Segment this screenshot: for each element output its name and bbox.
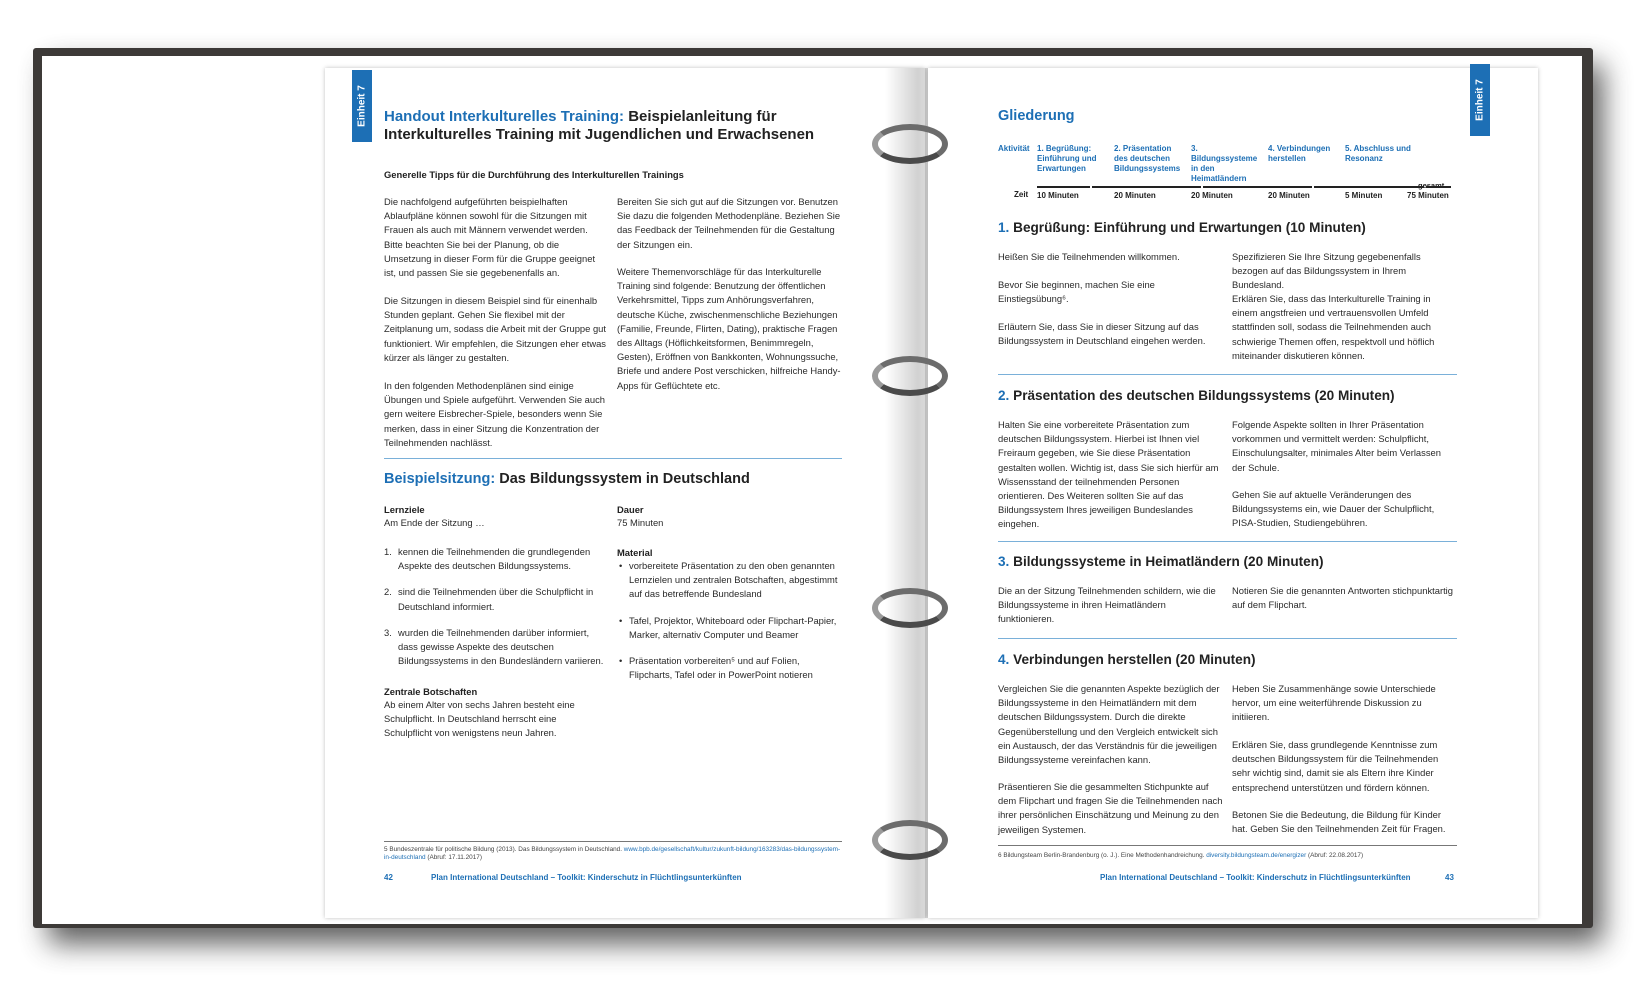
botschaften-label: Zentrale Botschaften — [384, 686, 478, 697]
list-item: • Tafel, Projektor, Whiteboard oder Flipchart-Papier, Marker, alternativ Computer und Beamer — [629, 614, 844, 642]
section-1-right-p2: Erklären Sie, dass das Interkulturelle Training in einem angstfreien und vertrauensvollen Umfeld stattfinden soll, sodass die Teilnehmenden auch schwierige Themen offen, respektvoll und höflich miteinander diskutieren können. — [1232, 293, 1435, 361]
tips-heading: Generelle Tipps für die Durchführung des Interkulturellen Trainings — [384, 169, 684, 180]
section-2-left-p1: Halten Sie eine vorbereitete Präsentation zum deutschen Bildungssystem. Hierbei ist Ihnen viel Freiraum gegeben, wie Sie diese Präsentation gestalten wollen. Wichtig ist, dass Sie sich hierfür am Wissensstand der teilnehmenden Personen orientieren. Des Weiteren sollten Sie auf das Bildungssystem Ihres jeweiligen Bundeslandes eingehen. — [998, 419, 1219, 530]
tips-col1-p2: Die Sitzungen in diesem Beispiel sind für einenhalb Stunden geplant. Gehen Sie flexibel mit der Zeitplanung um, sodass die Arbeit mit der Gruppe gut funktioniert. Wir empfehlen, die Sitzungen eher etwas kürzer als länger zu gestalten. — [384, 295, 606, 363]
lernziele-list — [384, 545, 606, 680]
section-3-right-p1: Notieren Sie die genannten Antworten stichpunktartig auf dem Flipchart. — [1232, 585, 1453, 611]
section-divider — [998, 638, 1457, 639]
dauer-label: Dauer — [617, 504, 644, 515]
list-item: 2. sind die Teilnehmenden über die Schulpflicht in Deutschland informiert. — [384, 586, 594, 612]
footer-left: Plan International Deutschland – Toolkit: Kinderschutz in Flüchtlingsunterkünften — [431, 873, 742, 882]
binder-ring-3 — [872, 588, 948, 628]
page-number-left: 42 — [384, 873, 393, 882]
timeline-step-time-2: 20 Minuten — [1114, 191, 1156, 200]
title-black: Beispielanleitung für Interkulturelles Training mit Jugendlichen und Erwachsenen — [384, 108, 815, 143]
section-4-left-p2: Präsentieren Sie die gesammelten Stichpunkte auf dem Flipchart und fragen Sie die Teilnehmenden nach ihrer persönlichen Einschätzung und Meinung zu den jeweiligen Systemen. — [998, 781, 1223, 835]
list-item: • vorbereitete Präsentation zu den oben genannten Lernzielen und zentralen Botschaften, abgestimmt auf das betreffende Bundesland — [629, 559, 844, 602]
list-item: 3. wurden die Teilnehmenden darüber informiert, dass gewisse Aspekte des deutschen Bildungssystems in den Bundesländern variieren. — [384, 626, 604, 667]
footnote-rule — [384, 841, 842, 842]
unit-tab-left: Einheit 7 — [352, 70, 372, 142]
timeline-step-label-2: 2. Präsentation des deutschen Bildungssystems — [1114, 144, 1181, 173]
section-2-title: 2. Präsentation des deutschen Bildungssystems (20 Minuten) — [998, 388, 1395, 403]
tips-col1-p1: Die nachfolgend aufgeführten beispielhaften Ablaufpläne können sowohl für die Sitzungen mit Frauen als auch mit Männern verwendet werden. Bitte beachten Sie bei der Planung, ob die Umsetzung in dieser Form für die Gruppe geeignet ist, und passen Sie sie gegebenenfalls an. — [384, 196, 596, 279]
timeline-step-time-1: 10 Minuten — [1037, 191, 1079, 200]
timeline-bar-5 — [1426, 186, 1452, 188]
timeline-step-time-4: 20 Minuten — [1268, 191, 1310, 200]
timeline-step-time-3: 20 Minuten — [1191, 191, 1233, 200]
timeline-bar-1 — [1037, 186, 1090, 188]
session-heading — [384, 471, 750, 487]
section-divider — [384, 458, 842, 459]
footer-right: Plan International Deutschland – Toolkit: Kinderschutz in Flüchtlingsunterkünften — [1100, 873, 1411, 882]
list-item: • Präsentation vorbereiten⁵ und auf Folien, Flipcharts, Tafel oder in PowerPoint notieren — [629, 654, 844, 682]
section-4-right-p1: Heben Sie Zusammenhänge sowie Unterschiede hervor, um eine weiterführende Diskussion zu initiieren. — [1232, 683, 1436, 723]
footnote-link[interactable]: diversity.bildungsteam.de/energizer — [1206, 852, 1307, 859]
lernziele-label: Lernziele — [384, 504, 425, 515]
binder-ring-4 — [872, 820, 948, 860]
section-divider — [998, 374, 1457, 375]
list-item: 1. kennen die Teilnehmenden die grundlegenden Aspekte des deutschen Bildungssystems. — [384, 546, 591, 572]
binder-ring-2 — [872, 356, 948, 396]
section-4-right-p3: Betonen Sie die Bedeutung, die Bildung für Kinder hat. Geben Sie den Teilnehmenden Zeit für Fragen. — [1232, 809, 1446, 835]
section-1-right-p1: Spezifizieren Sie Ihre Sitzung gegebenenfalls bezogen auf das Bildungssystem in Ihrem Bundesland. — [1232, 251, 1421, 291]
footnote-link[interactable]: www.bpb.de/gesellschaft/kultur/zukunft-bildung/163283/das-bildungssystem-in-deutschland — [384, 846, 841, 861]
timeline-step-label-3: 3. Bildungssysteme in den Heimatländern — [1191, 144, 1258, 183]
dauer-value: 75 Minuten — [617, 517, 664, 528]
timeline-bar-2 — [1092, 186, 1201, 188]
section-3-left-p1: Die an der Sitzung Teilnehmenden schildern, wie die Bildungssysteme in ihren Heimatländern funktionieren. — [998, 585, 1216, 625]
section-1-left-p2: Bevor Sie beginnen, machen Sie eine Einstiegsübung⁶. — [998, 279, 1155, 305]
botschaften-text: Ab einem Alter von sechs Jahren besteht eine Schulpflicht. In Deutschland herrscht eine Schulpflicht von wenigstens neun Jahren. — [384, 699, 575, 739]
section-4-right-p2: Erklären Sie, dass grundlegende Kenntnisse zum deutschen Bildungssystem für die Teilnehmenden sehr wichtig sind, damit sie als Eltern ihre Kinder entsprechend unterstützen und fördern können. — [1232, 739, 1439, 793]
page-number-right: 43 — [1445, 873, 1454, 882]
session-heading-blue: Beispielsitzung: — [384, 471, 496, 487]
timeline-step-time-5: 5 Minuten — [1345, 191, 1383, 200]
section-2-right-p1: Folgende Aspekte sollten in Ihrer Präsentation vorkommen und vermittelt werden: Schulpflicht, Einschulungsalter, minimales Alter beim Verlassen der Schule. — [1232, 419, 1441, 473]
session-heading-black: Das Bildungssystem in Deutschland — [499, 471, 750, 487]
timeline-activity-label: Aktivität — [998, 144, 1030, 153]
section-3-title: 3. Bildungssysteme in Heimatländern (20 Minuten) — [998, 554, 1324, 569]
tips-col2-p2: Weitere Themenvorschläge für das Interkulturelle Training sind folgende: Benutzung der öffentlichen Verkehrsmittel, Tipps zum Anhörungsverfahren, deutsche Küche, zwischenmenschliche Beziehungen (Familie, Freunde, Flirten, Dating), praktische Fragen des Alltags (Höflichkeitsformen, Benimmregeln, Gesten), Eröffnen von Bankkonten, Wohnungssuche, Briefe und andere Post verschicken, hilfreiche Handy-Apps für Geflüchtete etc. — [617, 266, 841, 391]
section-1-title: 1. Begrüßung: Einführung und Erwartungen (10 Minuten) — [998, 220, 1366, 235]
footnote-6: 6 Bildungsteam Berlin-Brandenburg (o. J.). Eine Methodenhandreichung. diversity.bildungsteam.de/energizer (Abruf: 22.08.2017) — [998, 852, 1364, 859]
timeline-time-label: Zeit — [1014, 190, 1029, 199]
lernziele-intro: Am Ende der Sitzung … — [384, 517, 485, 528]
footnote-5: 5 Bundeszentrale für politische Bildung (2013). Das Bildungssystem in Deutschland. www.bpb.de/gesellschaft/kultur/zukunft-bildung/163283/das-bildungssystem-in-deutschland (Abruf: 17.11.2017) — [384, 846, 841, 861]
left-page-title — [384, 108, 824, 144]
binder-ring-1 — [872, 124, 948, 164]
outline-title: Gliederung — [998, 108, 1075, 124]
section-4-title: 4. Verbindungen herstellen (20 Minuten) — [998, 652, 1256, 667]
footnote-rule — [998, 845, 1457, 846]
timeline-bar-3 — [1203, 186, 1312, 188]
timeline-step-label-1: 1. Begrüßung: Einführung und Erwartungen — [1037, 144, 1097, 173]
section-4-left-p1: Vergleichen Sie die genannten Aspekte bezüglich der Bildungssysteme in den Heimatländern mit dem deutschen Bildungssystem. Durch die direkte Gegenüberstellung und den Vergleich entwickelt sich ein Austausch, der das Verständnis für die jeweiligen Bildungssysteme vereinfachen kann. — [998, 683, 1220, 766]
material-list — [617, 559, 844, 694]
section-1-left-p1: Heißen Sie die Teilnehmenden willkommen. — [998, 251, 1180, 262]
section-divider — [998, 541, 1457, 542]
timeline-total-value: 75 Minuten — [1407, 191, 1449, 200]
title-blue: Handout Interkulturelles Training: — [384, 108, 625, 125]
timeline-bar-4 — [1314, 186, 1423, 188]
tips-col1-p3: In den folgenden Methodenplänen sind einige Übungen und Spiele aufgeführt. Verwenden Sie auch gern weitere Eisbrecher-Spiele, besonders wenn Sie merken, dass in einer Sitzung die Konzentration der Teilnehmenden nachlässt. — [384, 380, 605, 448]
section-1-left-p3: Erläutern Sie, dass Sie in dieser Sitzung auf das Bildungssystem in Deutschland eingehen werden. — [998, 321, 1206, 347]
material-label: Material — [617, 547, 653, 558]
timeline-step-label-4: 4. Verbindungen herstellen — [1268, 144, 1331, 163]
section-2-right-p2: Gehen Sie auf aktuelle Veränderungen des Bildungssystems ein, wie Dauer der Schulpflicht, PISA-Studien, Studiengebühren. — [1232, 489, 1435, 529]
timeline-step-label-5: 5. Abschluss und Resonanz — [1345, 144, 1411, 163]
tips-col2-p1: Bereiten Sie sich gut auf die Sitzungen vor. Benutzen Sie dazu die folgenden Methodenpläne. Beziehen Sie das Feedback der Teilnehmenden für die Gestaltung der Sitzungen ein. — [617, 196, 841, 250]
unit-tab-right: Einheit 7 — [1470, 64, 1490, 136]
